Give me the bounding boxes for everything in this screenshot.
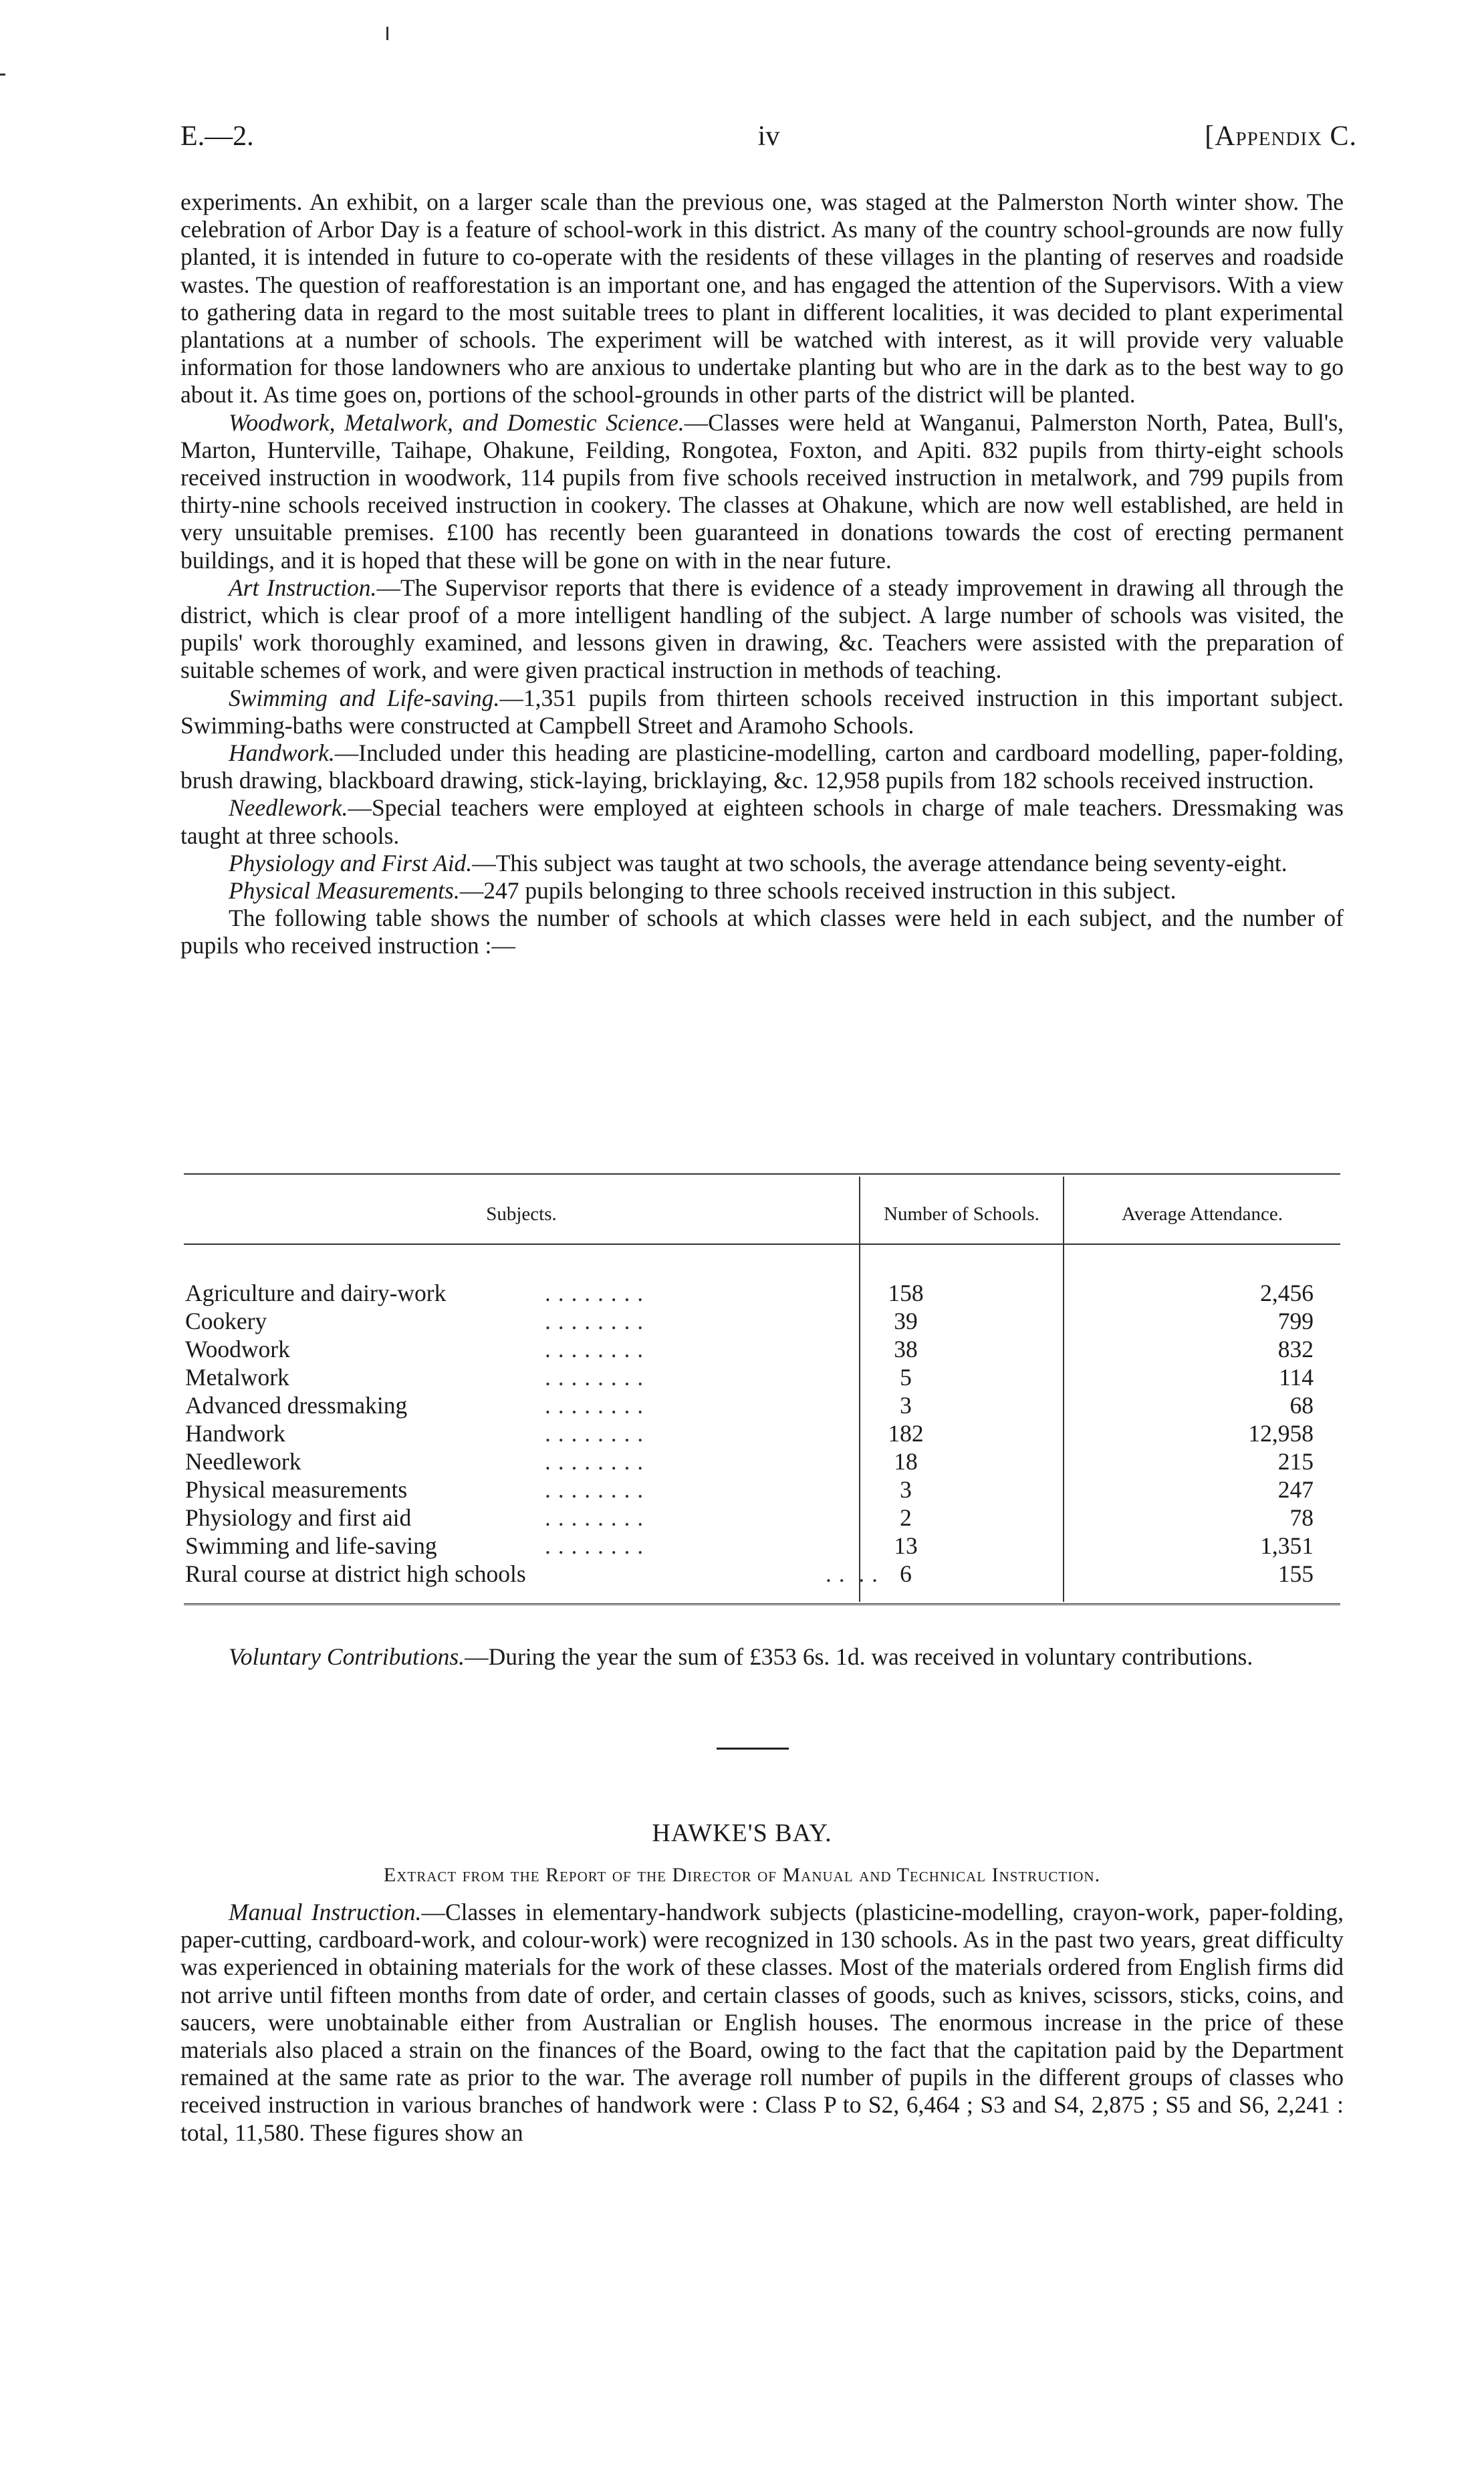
row-schools: 13 <box>894 1532 918 1559</box>
paragraph-physiology <box>180 850 1344 877</box>
table-row <box>184 1335 1340 1363</box>
paragraph-handwork <box>180 739 1344 794</box>
row-schools: 158 <box>888 1280 924 1306</box>
row-leader-dots: . . . . . . . . <box>545 1280 644 1306</box>
row-leader-dots: . . . . . . . . <box>545 1532 644 1559</box>
table-row <box>184 1560 1340 1587</box>
row-leader-dots: . . . . . . . . <box>545 1336 644 1363</box>
intro-paragraph: experiments. An exhibit, on a larger scale than the previous one, was staged at the Palmerston North winter show. The celebration of Arbor Day is a feature of school-work in this district. As many of the country school-grounds are now fully planted, it is intended in future to co-operate with the residents of these villages in the planting of reserves and roadside wastes. The question of reafforestation is an important one, and has engaged the attention of the Supervisors. With a view to gathering data in regard to the most suitable trees to plant in different localities, it was decided to plant experimental plantations at a number of schools. The experiment will be watched with interest, as it will provide very valuable information for those landowners who are anxious to undertake planting but who are in the dark as to the best way to go about it. As time goes on, portions of the school-grounds in other parts of the district will be planted. <box>180 189 1344 408</box>
paragraph-text: —Special teachers were employed at eighteen schools in charge of male teachers. Dressmaking was taught at three schools. <box>180 794 1344 849</box>
paragraph-text: The following table shows the number of schools at which classes were held in each subject, and the number of pupils who received instruction :— <box>180 905 1344 959</box>
paragraph-text: —Included under this heading are plasticine-modelling, carton and cardboard modelling, paper-folding, brush drawing, blackboard drawing, stick-laying, bricklaying, &c. 12,958 pupils from 182 schools received instruction. <box>180 739 1344 794</box>
row-attendance: 68 <box>1289 1392 1314 1419</box>
table-row <box>184 1475 1340 1503</box>
row-attendance: 2,456 <box>1260 1280 1314 1306</box>
paragraph-heading: Physiology and First Aid. <box>229 849 473 876</box>
row-attendance: 78 <box>1289 1504 1314 1531</box>
paragraph-text: —This subject was taught at two schools, the average attendance being seventy-eight. <box>472 849 1287 876</box>
paragraph-text: —Classes were held at Wanganui, Palmerston North, Patea, Bull's, Marton, Hunterville, Taihape, Ohakune, Feilding, Rongotea, Foxton, and Apiti. 832 pupils from thirty-eight schools received instruction in woodwork, 114 pupils from five schools received instruction in metalwork, and 799 pupils from thirty-nine schools received instruction in cookery. The classes at Ohakune, which are now well established, are held in very unsuitable premises. £100 has recently been guaranteed in donations towards the cost of erecting permanent buildings, and it is hoped that these will be gone on with in the near future. <box>180 408 1344 574</box>
row-schools: 3 <box>900 1476 912 1503</box>
row-subject: Handwork <box>185 1420 285 1447</box>
paragraph-heading: Physical Measurements. <box>229 877 460 905</box>
row-subject: Physical measurements <box>185 1476 408 1503</box>
paragraph-heading: Handwork. <box>229 739 335 767</box>
table-row <box>184 1391 1340 1419</box>
row-schools: 6 <box>900 1560 912 1587</box>
row-leader-dots: . . . . . . . . <box>545 1476 644 1503</box>
table-row <box>184 1532 1340 1559</box>
paragraph-heading: Woodwork, Metalwork, and Domestic Science. <box>229 408 685 436</box>
table-row <box>184 1307 1340 1334</box>
paragraph-needlework <box>180 794 1344 849</box>
row-subject: Woodwork <box>185 1336 290 1363</box>
table-row <box>184 1447 1340 1475</box>
voluntary-heading: Voluntary Contributions. <box>229 1643 465 1670</box>
table-header-schools: Number of Schools. <box>884 1203 1039 1225</box>
row-attendance: 1,351 <box>1260 1532 1314 1559</box>
table-header-rule <box>184 1244 1340 1245</box>
table-header-attendance: Average Attendance. <box>1121 1203 1283 1225</box>
row-schools: 38 <box>894 1336 918 1363</box>
paragraph-heading: Needlework. <box>229 794 348 822</box>
paragraph-table-intro <box>180 905 1344 959</box>
table-row <box>184 1419 1340 1447</box>
paragraph-swimming <box>180 685 1344 739</box>
table-bottom-rule <box>184 1603 1340 1605</box>
voluntary-text: —During the year the sum of £353 6s. 1d. was received in voluntary contributions. <box>465 1643 1253 1670</box>
paragraph-heading: Art Instruction. <box>229 574 377 601</box>
paragraph-woodwork <box>180 409 1344 574</box>
row-leader-dots: . . . . . . . . <box>545 1448 644 1475</box>
table-row <box>184 1363 1340 1391</box>
table-top-rule <box>184 1173 1340 1175</box>
row-schools: 18 <box>894 1448 918 1475</box>
section-subtitle: Extract from the Report of the Director of Manual and Technical Instruction. <box>383 1864 1101 1886</box>
header-page-number: iv <box>757 121 780 152</box>
row-schools: 39 <box>894 1308 918 1334</box>
scan-mark <box>386 27 388 40</box>
row-attendance: 12,958 <box>1248 1420 1314 1447</box>
page-header <box>180 120 1357 160</box>
row-subject: Physiology and first aid <box>185 1504 412 1531</box>
row-subject: Swimming and life-saving <box>185 1532 437 1559</box>
header-appendix: [Appendix C. <box>1205 121 1357 152</box>
row-leader-dots: . . . . <box>826 1560 878 1587</box>
paragraph-text: —The Supervisor reports that there is evidence of a steady improvement in drawing all through the district, which is clear proof of a more intelligent handling of the subject. A large number of schools was visited, the pupils' work thoroughly examined, and lessons given in drawing, &c. Teachers were assisted with the preparation of suitable schemes of work, and were given practical instruction in methods of teaching. <box>180 574 1344 684</box>
row-attendance: 155 <box>1277 1560 1314 1587</box>
row-subject: Metalwork <box>185 1364 289 1391</box>
paragraph-heading: Manual Instruction. <box>229 1899 422 1925</box>
row-leader-dots: . . . . . . . . <box>545 1420 644 1447</box>
row-subject: Agriculture and dairy-work <box>185 1280 447 1306</box>
table-row <box>184 1279 1340 1306</box>
table-header-subjects: Subjects. <box>486 1203 557 1225</box>
row-schools: 3 <box>900 1392 912 1419</box>
row-schools: 182 <box>888 1420 924 1447</box>
paragraph-text: —247 pupils belonging to three schools received instruction in this subject. <box>459 877 1177 905</box>
table-row <box>184 1504 1340 1531</box>
header-document-code: E.—2. <box>180 121 254 152</box>
row-subject: Needlework <box>185 1448 301 1475</box>
row-leader-dots: . . . . . . . . <box>545 1308 644 1334</box>
row-subject: Cookery <box>185 1308 267 1334</box>
row-leader-dots: . . . . . . . . <box>545 1504 644 1531</box>
row-attendance: 215 <box>1277 1448 1314 1475</box>
row-leader-dots: . . . . . . . . <box>545 1364 644 1391</box>
paragraph-measurements <box>180 877 1344 905</box>
row-leader-dots: . . . . . . . . <box>545 1392 644 1419</box>
paragraph-text: —1,351 pupils from thirteen schools received instruction in this important subject. Swimming-baths were constructed at Campbell Street and Aramoho Schools. <box>180 684 1344 739</box>
paragraph-art <box>180 574 1344 685</box>
voluntary-contributions <box>180 1643 1344 1671</box>
section-title: HAWKE'S BAY. <box>652 1819 832 1847</box>
row-attendance: 799 <box>1277 1308 1314 1334</box>
row-attendance: 114 <box>1279 1364 1314 1391</box>
body-text-upper <box>180 189 1344 960</box>
row-schools: 5 <box>900 1364 912 1391</box>
row-schools: 2 <box>900 1504 912 1531</box>
row-attendance: 832 <box>1277 1336 1314 1363</box>
body-text-lower <box>180 1899 1344 2147</box>
paragraph-heading: Swimming and Life-saving. <box>229 684 500 711</box>
row-subject: Advanced dressmaking <box>185 1392 408 1419</box>
section-divider <box>717 1748 789 1750</box>
scan-mark <box>0 74 5 76</box>
row-attendance: 247 <box>1277 1476 1314 1503</box>
row-subject: Rural course at district high schools <box>185 1560 526 1587</box>
paragraph-text: —Classes in elementary-handwork subjects (plasticine-modelling, crayon-work, paper-folding, paper-cutting, cardboard-work, and colour-work) were recognized in 130 schools. As in the past two years, great difficulty was experienced in obtaining materials for the work of these classes. Most of the materials ordered from English firms did not arrive until fifteen months from date of order, and certain classes of goods, such as knives, scissors, sticks, coins, and saucers, were unobtainable either from Australian or English houses. The enormous increase in the price of these materials also placed a strain on the finances of the Board, owing to the fact that the capitation paid by the Department remained at the same rate as prior to the war. The average roll number of pupils in the different groups of classes who received instruction in various branches of handwork were : Class P to S2, 6,464 ; S3 and S4, 2,875 ; S5 and S6, 2,241 : total, 11,580. These figures show an <box>180 1899 1344 2146</box>
